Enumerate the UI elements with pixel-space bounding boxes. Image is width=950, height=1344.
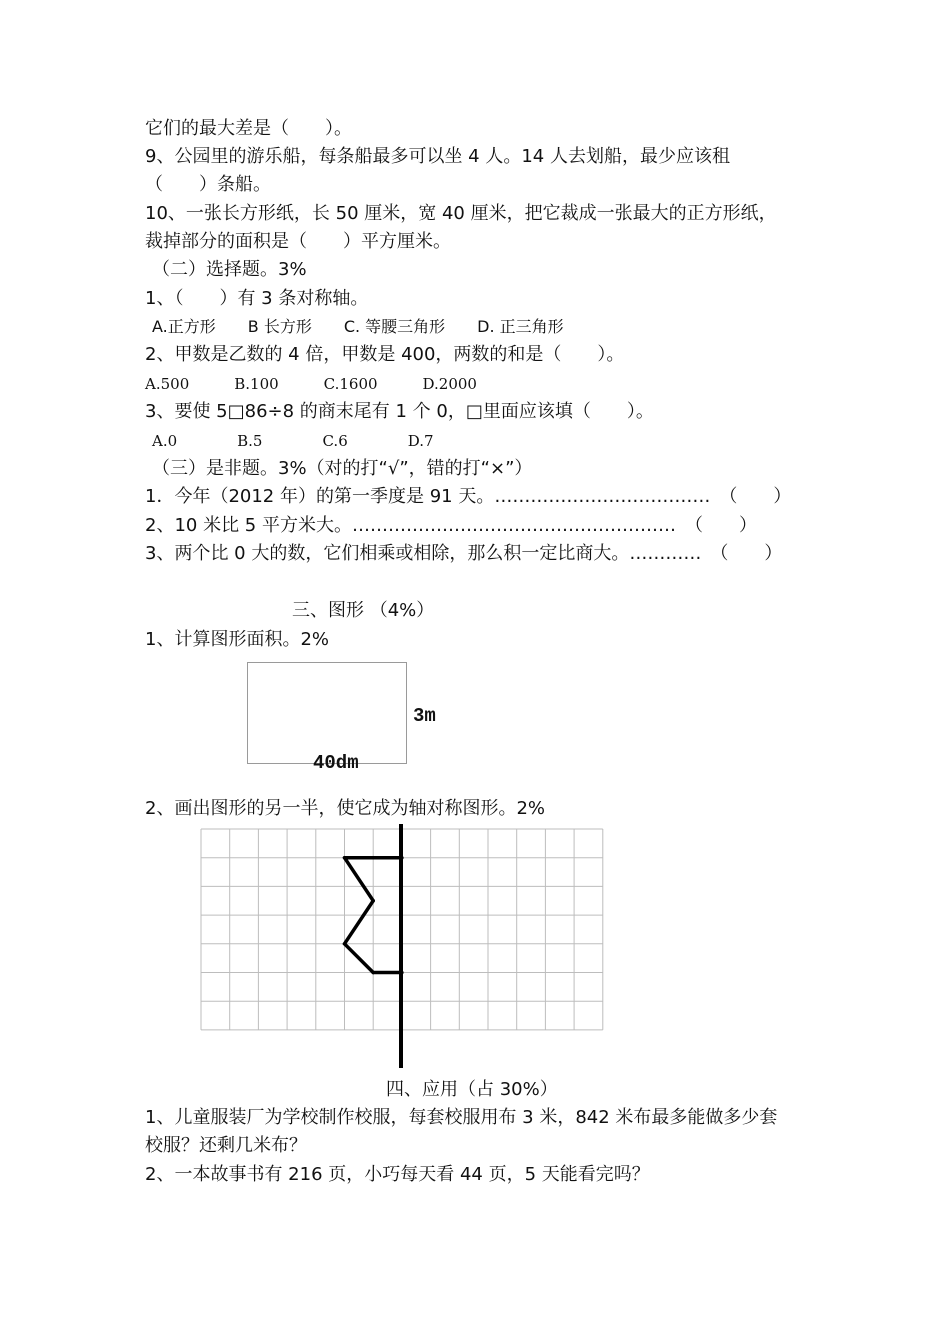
section-choice-title: （二）选择题。3% xyxy=(152,259,307,280)
shapes-question-1: 1、计算图形面积。2% xyxy=(145,629,330,650)
section-judge-title: （三）是非题。3%（对的打“√”，错的打“×”） xyxy=(152,458,533,479)
figure-segment xyxy=(345,901,374,944)
figure-segment xyxy=(345,858,374,901)
judge-question-3: 3、两个比 0 大的数，它们相乘或相除，那么积一定比商大。………… （ ） xyxy=(145,543,783,564)
height-label: 3m xyxy=(413,705,436,727)
width-label: 40dm xyxy=(313,752,359,774)
figure-segment xyxy=(345,944,374,973)
apply-question-1: 1、儿童服装厂为学校制作校服，每套校服用布 3 米，842 米布最多能做多少套 xyxy=(145,1107,778,1128)
choice-question-3-options: A.0 B.5 C.6 D.7 xyxy=(152,432,434,450)
judge-question-2: 2、10 米比 5 平方米大。……………………………………………… （ ） xyxy=(145,515,757,536)
choice-question-2: 2、甲数是乙数的 4 倍，甲数是 400，两数的和是（ ）。 xyxy=(145,344,625,365)
fill-question-8-tail: 它们的最大差是（ ）。 xyxy=(145,118,352,139)
apply-question-1-cont: 校服？还剩几米布？ xyxy=(145,1135,307,1156)
choice-question-2-options: A.500 B.100 C.1600 D.2000 xyxy=(145,375,477,393)
fill-question-9: 9、公园里的游乐船，每条船最多可以坐 4 人。14 人去划船，最少应该租 xyxy=(145,146,730,167)
shapes-question-2: 2、画出图形的另一半，使它成为轴对称图形。2% xyxy=(145,798,546,819)
judge-question-1: 1．今年（2012 年）的第一季度是 91 天。……………………………… （ ） xyxy=(145,486,792,507)
fill-question-10-cont: 裁掉部分的面积是（ ）平方厘米。 xyxy=(145,231,451,252)
fill-question-9-cont: （ ）条船。 xyxy=(145,174,271,195)
choice-question-1: 1、（ ）有 3 条对称轴。 xyxy=(145,288,369,309)
section-apply-title: 四、应用（占 30%） xyxy=(386,1079,558,1100)
fill-question-10: 10、一张长方形纸，长 50 厘米，宽 40 厘米，把它裁成一张最大的正方形纸， xyxy=(145,203,777,224)
choice-question-3: 3、要使 5□86÷8 的商末尾有 1 个 0，□里面应该填（ ）。 xyxy=(145,401,654,422)
apply-question-2: 2、一本故事书有 216 页，小巧每天看 44 页，5 天能看完吗？ xyxy=(145,1164,650,1185)
section-shapes-title: 三、图形 （4%） xyxy=(292,600,435,621)
choice-question-1-options: A.正方形 B 长方形 C. 等腰三角形 D. 正三角形 xyxy=(152,317,564,336)
